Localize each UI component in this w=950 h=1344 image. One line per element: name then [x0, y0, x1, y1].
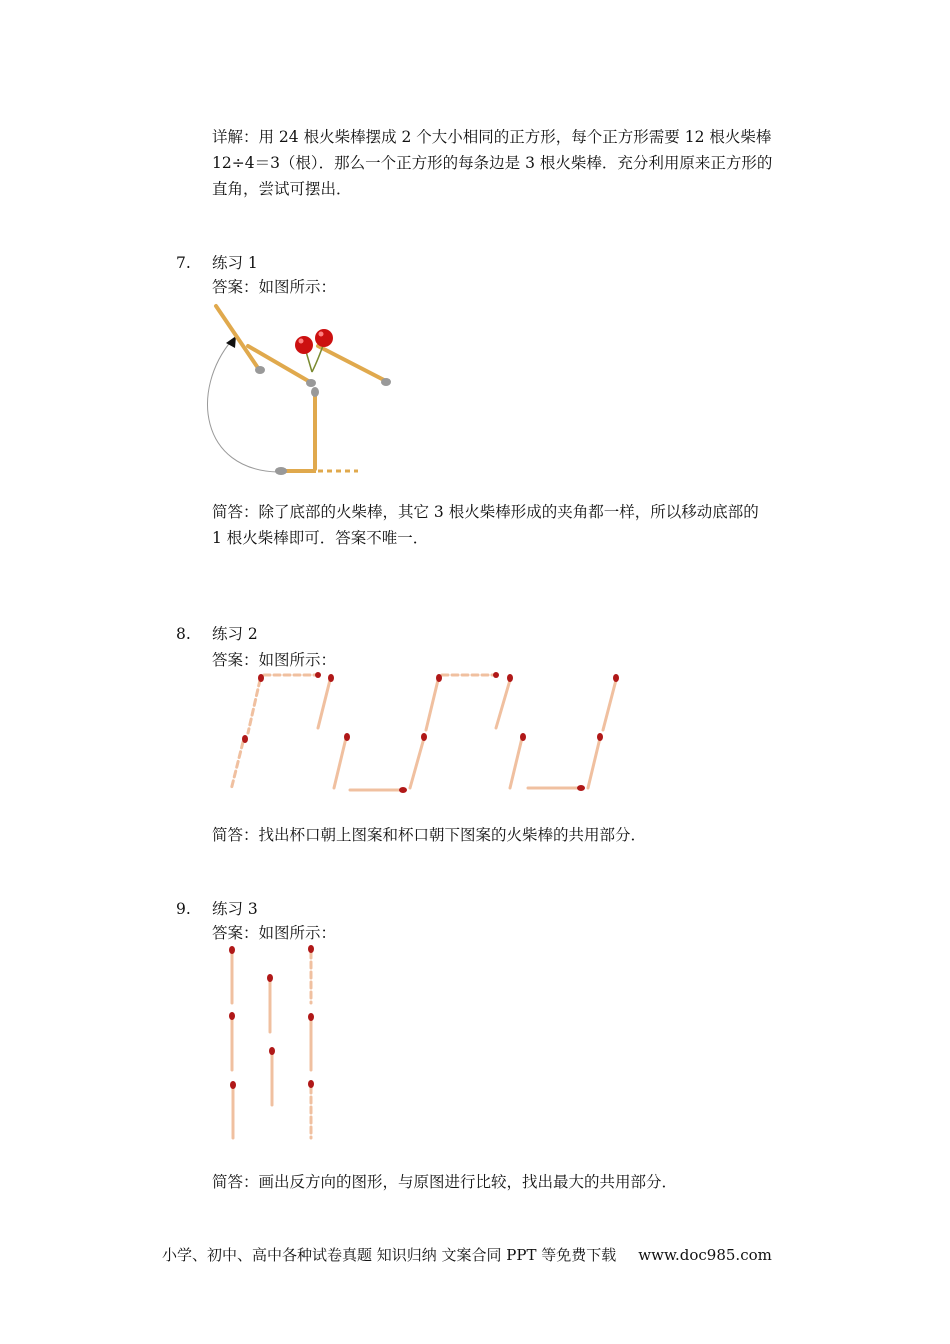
footer-url-link[interactable]: www.doc985.com: [638, 1246, 772, 1264]
q9-head-left-1: [229, 946, 235, 954]
q8-title: 练习 2: [212, 625, 258, 643]
q8-brief: 简答：找出杯口朝上图案和杯口朝下图案的火柴棒的共用部分．: [212, 826, 647, 844]
q8-answer-label: 答案：如图所示：: [212, 651, 337, 669]
q7-number: 7.: [176, 254, 191, 272]
q7-answer-label: 答案：如图所示：: [212, 278, 337, 296]
q7-title: 练习 1: [212, 254, 258, 272]
q9-title: 练习 3: [212, 900, 258, 918]
q9-head-left-3: [230, 1081, 236, 1089]
q9-head-mid-2: [269, 1047, 275, 1055]
detail-line-3: 直角，尝试可摆出．: [212, 180, 352, 198]
q8-number: 8.: [176, 625, 191, 643]
detail-line-1: 详解：用 24 根火柴棒摆成 2 个大小相同的正方形，每个正方形需要 12 根火柴棒: [212, 128, 772, 146]
q9-brief: 简答：画出反方向的图形，与原图进行比较，找出最大的共用部分．: [212, 1173, 678, 1191]
q9-head-right-2: [308, 1013, 314, 1021]
q7-brief-line-1: 简答：除了底部的火柴棒，其它 3 根火柴棒形成的夹角都一样，所以移动底部的: [212, 503, 759, 521]
detail-line-2: 12÷4＝3（根）．那么一个正方形的每条边是 3 根火柴棒．充分利用原来正方形的: [212, 154, 773, 172]
q9-number: 9.: [176, 900, 191, 918]
q9-head-right-1: [308, 945, 314, 953]
page-footer: [162, 1244, 772, 1265]
footer-text: 小学、初中、高中各种试卷真题 知识归纳 文案合同 PPT 等免费下载: [162, 1246, 617, 1264]
q9-head-left-2: [229, 1012, 235, 1020]
q7-brief-line-2: 1 根火柴棒即可．答案不唯一．: [212, 529, 429, 547]
q9-head-mid-1: [267, 974, 273, 982]
q9-answer-label: 答案：如图所示：: [212, 924, 337, 942]
q9-head-right-3: [308, 1080, 314, 1088]
